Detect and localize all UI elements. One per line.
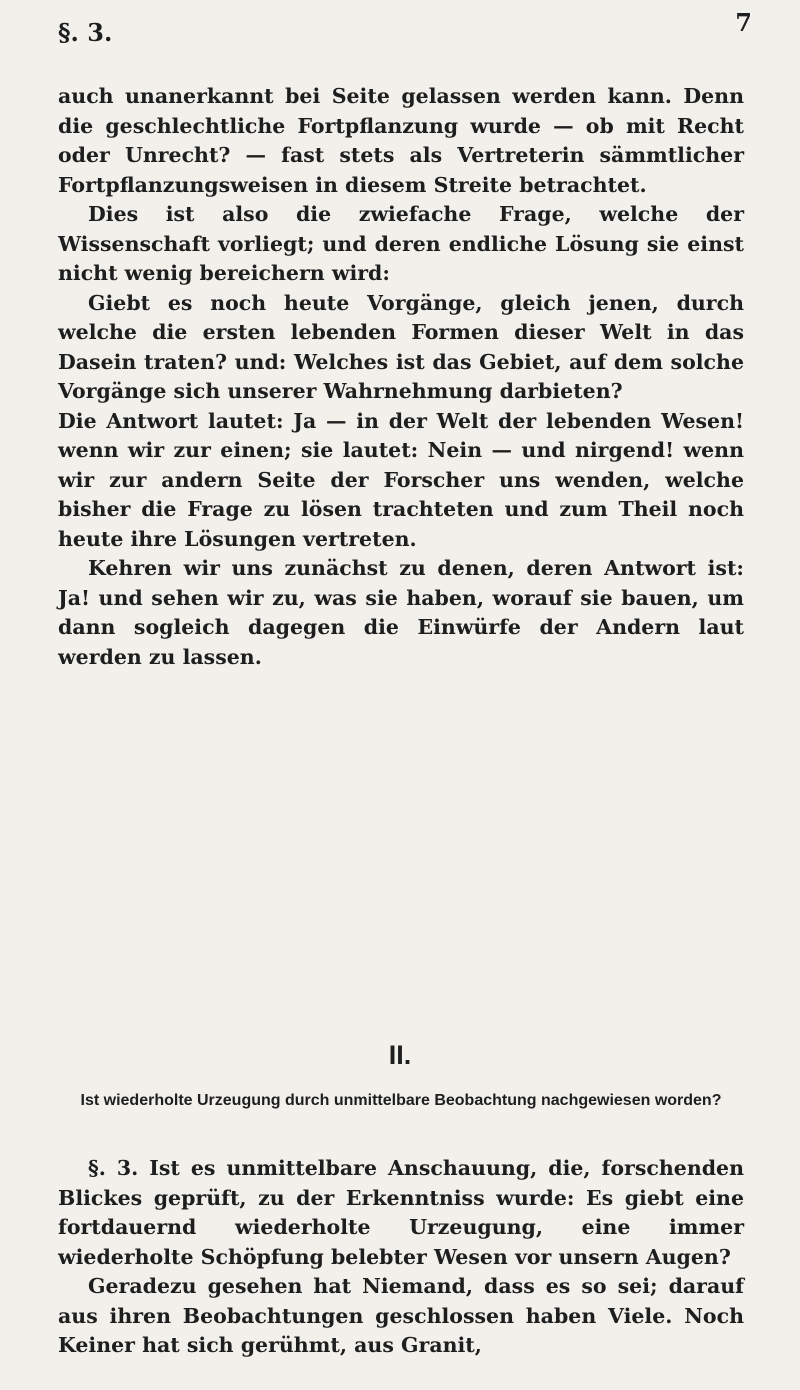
paragraph-question: Giebt es noch heute Vorgänge, gleich jenen, durch welche die ersten lebenden Formen dieser Welt in das Dasein traten? und: Welches ist das Gebiet, auf dem solche Vorgänge sich unserer Wahrnehmung darbieten? (58, 290, 744, 403)
paragraph-continuation: auch unanerkannt bei Seite gelassen werden kann. Denn die geschlechtliche Fortpflanzung wurde — ob mit Recht oder Unrecht? — fast stets als Vertreterin sämmtlicher Fortpflanzungsweisen in diesem Streite betrachtet. (58, 84, 744, 197)
paragraph-turn: Kehren wir uns zunächst zu denen, deren Antwort ist: Ja! und sehen wir zu, was sie haben, worauf sie bauen, um dann sogleich dagegen die Einwürfe der Andern laut werden zu lassen. (58, 556, 744, 669)
main-text-top (58, 82, 744, 672)
paragraph-question-intro: Dies ist also die zwiefache Frage, welche der Wissenschaft vorliegt; und deren endliche Lösung sie einst nicht wenig bereichern wird: (58, 202, 744, 285)
header-section-mark: §. 3. (58, 18, 113, 47)
page-number: 7 (735, 8, 752, 37)
section-subtitle: Ist wiederholte Urzeugung durch unmittelbare Beobachtung nachgewiesen worden? (80, 1092, 722, 1109)
paragraph-observation: Geradezu gesehen hat Niemand, dass es so sei; darauf aus ihren Beobachtungen geschlossen haben Viele. Noch Keiner hat sich gerühmt, aus Granit, (58, 1274, 744, 1357)
paragraph-answer: Die Antwort lautet: Ja — in der Welt der lebenden Wesen! wenn wir zur einen; sie lautet: Nein — und nirgend! wenn wir zur andern Seite der Forscher uns wenden, welche bisher die Frage zu lösen trachteten und zum Theil noch heute ihre Lösungen vertreten. (58, 408, 744, 551)
running-header (58, 8, 752, 48)
main-text-bottom (58, 1154, 744, 1361)
section-number-heading: II. (388, 1040, 412, 1070)
paragraph-section-3: §. 3. Ist es unmittelbare Anschauung, die, forschenden Blickes geprüft, zu der Erkenntniss wurde: Es giebt eine fortdauernd wiederholte Urzeugung, eine immer wiederholte Schöpfung belebter Wesen vor unsern Augen? (58, 1156, 744, 1269)
